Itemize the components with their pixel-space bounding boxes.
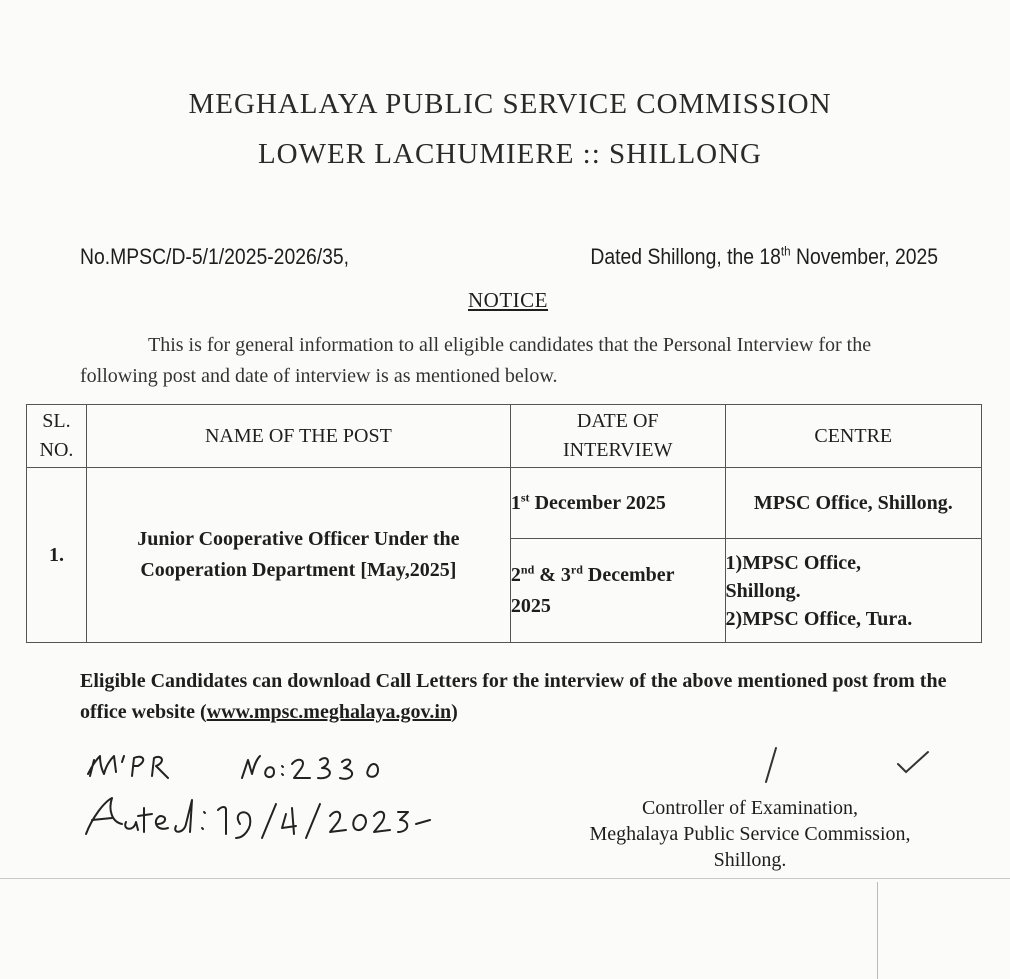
header-sl-line2: NO. xyxy=(39,439,74,461)
scan-edge-line xyxy=(877,882,878,979)
dated-line xyxy=(590,244,938,270)
signature-line1: Controller of Examination, xyxy=(641,797,859,819)
header-date-line1: DATE OF xyxy=(576,410,659,432)
dated-sup: th xyxy=(780,243,791,259)
row-date-2 xyxy=(510,539,725,643)
date1-rest: December 2025 xyxy=(529,491,666,514)
dated-prefix: Dated Shillong, the 18 xyxy=(590,244,781,269)
date2-year: 2025 xyxy=(510,594,551,617)
date2-mid: & 3 xyxy=(534,563,571,586)
signature-line3: Shillong. xyxy=(713,849,787,871)
row-centre-2 xyxy=(725,539,981,643)
date2-sup-a: nd xyxy=(520,561,535,576)
table-row xyxy=(27,468,982,539)
centre2-line1: 1)MPSC Office, xyxy=(725,551,862,574)
header-date-line2: INTERVIEW xyxy=(562,439,673,461)
reference-number: No.MPSC/D-5/1/2025-2026/35, xyxy=(80,244,350,269)
date1-sup: st xyxy=(520,489,530,504)
interview-schedule-table xyxy=(26,404,982,643)
post-line2: Cooperation Department [May,2025] xyxy=(140,559,457,581)
date1-num: 1 xyxy=(510,491,521,514)
header-centre: CENTRE xyxy=(725,405,981,468)
download-note xyxy=(80,666,960,728)
signature-block xyxy=(555,795,945,873)
signature-mark xyxy=(758,744,938,794)
row-post-name xyxy=(86,468,510,643)
org-address: LOWER LACHUMIERE :: SHILLONG xyxy=(257,138,763,170)
download-note-close: ) xyxy=(451,701,458,723)
header-interview-date xyxy=(510,405,725,468)
row-date-1 xyxy=(510,468,725,539)
header-post-name: NAME OF THE POST xyxy=(86,405,510,468)
centre2-line3: 2)MPSC Office, Tura. xyxy=(725,607,913,630)
website-link[interactable]: www.mpsc.meghalaya.gov.in xyxy=(206,701,452,723)
download-note-text: Eligible Candidates can download Call Letters for the interview of the above mentioned post from the office website ( xyxy=(80,670,947,723)
row-centre-1: MPSC Office, Shillong. xyxy=(725,468,981,539)
date2-sup-b: rd xyxy=(570,561,583,576)
notice-heading: NOTICE xyxy=(468,288,548,312)
signature-line2: Meghalaya Public Service Commission, xyxy=(589,823,911,845)
date2-num-a: 2 xyxy=(510,563,521,586)
notice-intro-text: This is for general information to all eligible candidates that the Personal Interview for the following post and date of interview is as mentioned below. xyxy=(80,334,872,387)
post-line1: Junior Cooperative Officer Under the xyxy=(137,528,460,550)
header-sl-no xyxy=(27,405,87,468)
handwritten-note xyxy=(82,748,462,848)
header-sl-line1: SL. xyxy=(42,410,71,432)
date2-rest: December xyxy=(582,563,675,586)
centre2-line2: Shillong. xyxy=(725,579,801,602)
row-sl-no: 1. xyxy=(27,468,87,643)
table-header-row xyxy=(27,405,982,468)
bottom-divider xyxy=(0,878,1010,879)
org-name: MEGHALAYA PUBLIC SERVICE COMMISSION xyxy=(188,88,832,120)
dated-suffix: November, 2025 xyxy=(790,244,938,269)
notice-intro xyxy=(80,330,940,392)
